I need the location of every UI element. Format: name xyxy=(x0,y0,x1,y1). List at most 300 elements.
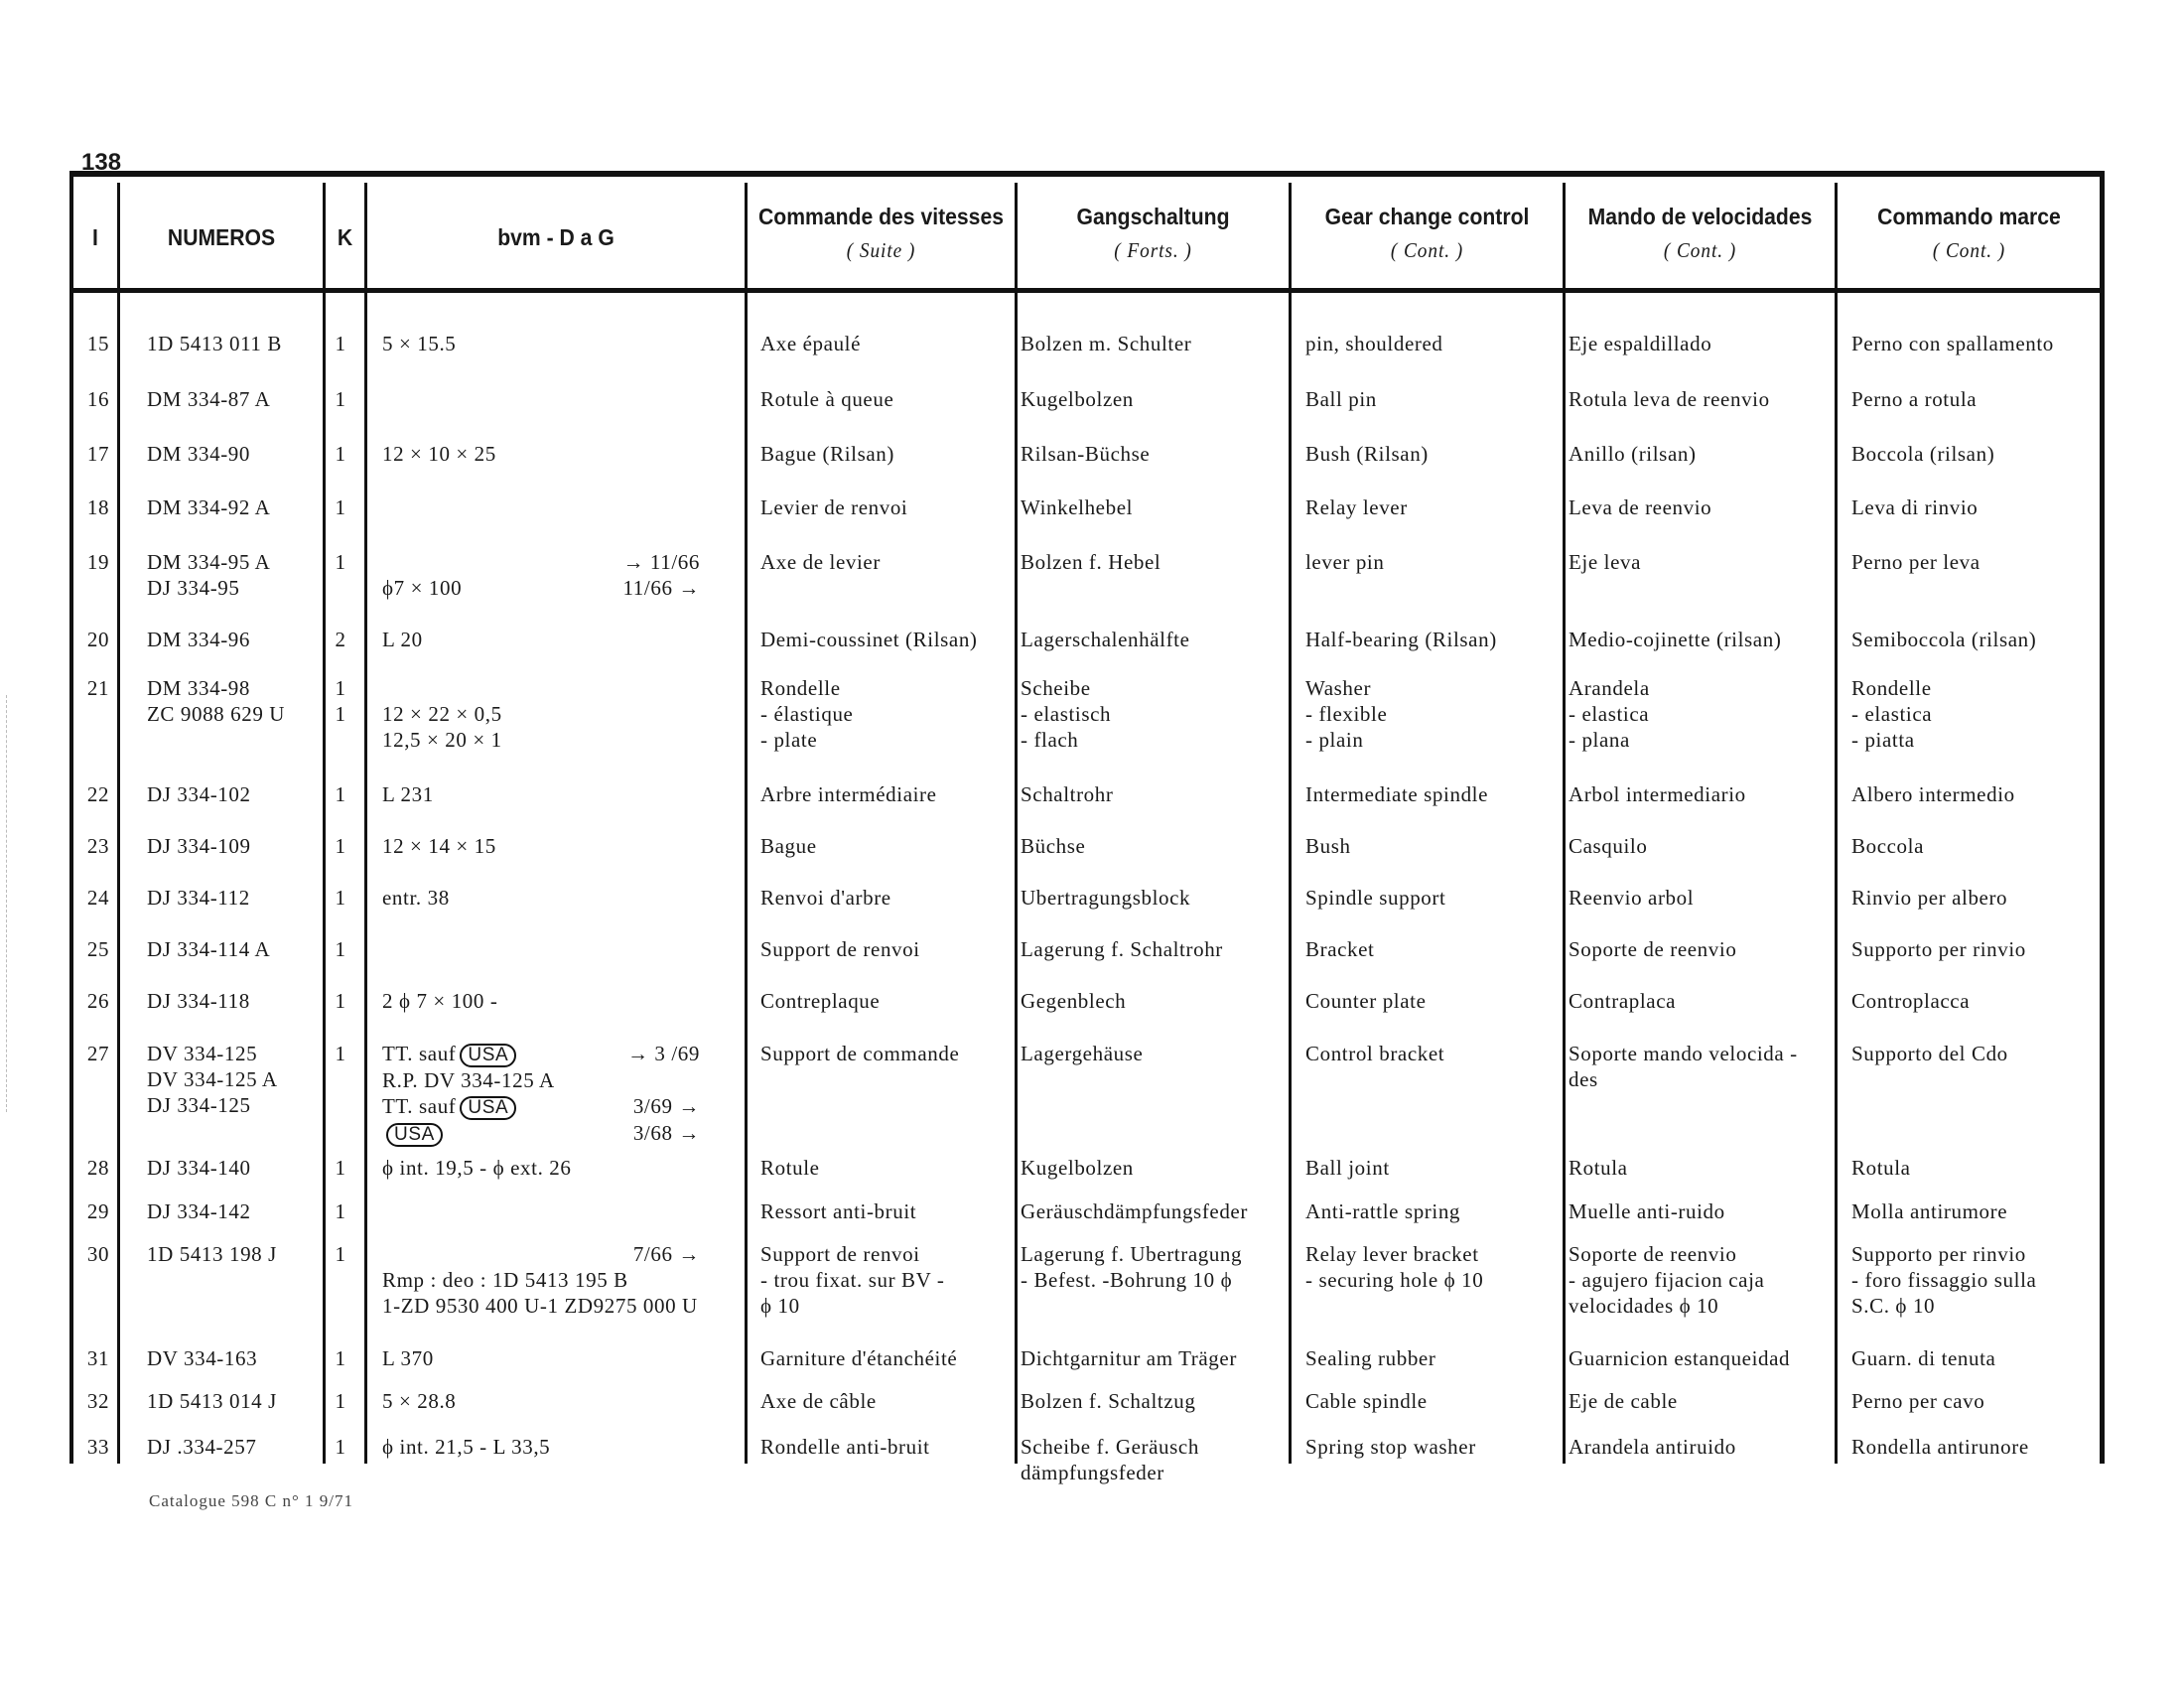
part-number: 1D 5413 198 J xyxy=(147,1242,277,1266)
designation-italian-cell xyxy=(1851,1345,1995,1371)
bvm-text: L 370 xyxy=(382,1346,434,1370)
designation-german: Scheibe xyxy=(1021,676,1091,700)
quantity-cell xyxy=(331,1155,350,1181)
scan-margin-marks xyxy=(6,695,11,1112)
bvm-cell xyxy=(382,675,700,753)
designation-german-cell xyxy=(1021,386,1134,412)
item-index: 15 xyxy=(86,332,110,355)
designation-spanish-cell xyxy=(1569,1388,1678,1414)
designation-german: dämpfungsfeder xyxy=(1021,1461,1164,1484)
designation-german-cell xyxy=(1021,885,1190,911)
bvm-line xyxy=(382,1388,700,1414)
designation-english: Intermediate spindle xyxy=(1305,782,1489,806)
designation-french-cell xyxy=(760,1198,916,1224)
designation-french: Rotule à queue xyxy=(760,387,894,411)
designation-spanish: Arandela xyxy=(1569,676,1650,700)
designation-italian: Rondella antirunore xyxy=(1851,1435,2029,1459)
bvm-line xyxy=(382,331,700,356)
designation-english-cell xyxy=(1305,1198,1460,1224)
designation-spanish-cell xyxy=(1569,386,1770,412)
part-number: DV 334-125 xyxy=(147,1042,258,1065)
bvm-date-note: 7/66 → xyxy=(632,1242,700,1266)
part-number: DJ 334-125 xyxy=(147,1093,251,1117)
part-number: DJ 334-112 xyxy=(147,886,250,910)
bvm-text: Rmp : deo : 1D 5413 195 B xyxy=(382,1268,628,1292)
designation-italian-cell xyxy=(1851,833,1924,859)
designation-spanish-cell xyxy=(1569,885,1694,911)
designation-english: Ball joint xyxy=(1305,1156,1390,1180)
quantity: 2 xyxy=(335,628,346,651)
bvm-line xyxy=(382,441,700,467)
designation-english-cell xyxy=(1305,833,1351,859)
quantity-cell xyxy=(331,833,350,859)
part-number-cell xyxy=(147,494,270,520)
header-french-title: Commande des vitesses xyxy=(758,204,1004,229)
designation-french-cell xyxy=(760,441,894,467)
designation-german-cell xyxy=(1021,781,1113,807)
designation-spanish-cell xyxy=(1569,936,1736,962)
designation-italian: Boccola (rilsan) xyxy=(1851,442,1995,466)
designation-french: Support de commande xyxy=(760,1042,960,1065)
designation-spanish-cell xyxy=(1569,1241,1764,1319)
designation-french-cell xyxy=(760,1241,944,1319)
header-german-sub: ( Forts. ) xyxy=(1114,238,1192,262)
designation-italian-cell xyxy=(1851,988,1970,1014)
quantity: 1 xyxy=(335,1346,346,1370)
designation-spanish-cell xyxy=(1569,1155,1628,1181)
quantity-cell xyxy=(331,885,350,911)
designation-german-cell xyxy=(1021,1241,1242,1293)
bvm-date-note: → 3 /69 xyxy=(626,1042,700,1065)
header-german-title: Gangschaltung xyxy=(1076,204,1230,229)
quantity: 1 xyxy=(335,1199,346,1223)
part-number: DV 334-163 xyxy=(147,1346,258,1370)
item-index: 17 xyxy=(86,442,110,466)
designation-spanish: Anillo (rilsan) xyxy=(1569,442,1697,466)
quantity: 1 xyxy=(335,387,346,411)
designation-english: - securing hole ϕ 10 xyxy=(1305,1268,1484,1292)
bvm-text: 12 × 10 × 25 xyxy=(382,442,496,466)
item-index: 21 xyxy=(86,676,110,700)
designation-german: Bolzen f. Schaltzug xyxy=(1021,1389,1196,1413)
quantity-cell xyxy=(331,781,350,807)
item-index: 26 xyxy=(86,989,110,1013)
designation-french: Axe de câble xyxy=(760,1389,877,1413)
designation-italian-cell xyxy=(1851,675,1932,753)
designation-french: Support de renvoi xyxy=(760,1242,920,1266)
bvm-text: ϕ int. 19,5 - ϕ ext. 26 xyxy=(382,1156,572,1180)
designation-spanish: - plana xyxy=(1569,728,1630,752)
part-number: DM 334-92 A xyxy=(147,495,271,519)
designation-french: Arbre intermédiaire xyxy=(760,782,937,806)
designation-spanish: Arandela antiruido xyxy=(1569,1435,1736,1459)
bvm-cell xyxy=(382,441,700,467)
bvm-text: 5 × 28.8 xyxy=(382,1389,457,1413)
quantity: 1 xyxy=(335,989,346,1013)
bvm-line xyxy=(382,1155,700,1181)
designation-german-cell xyxy=(1021,675,1111,753)
designation-italian-cell xyxy=(1851,936,2026,962)
bvm-text: R.P. DV 334-125 A xyxy=(382,1068,555,1092)
header-bvm: bvm - D a G xyxy=(497,224,614,250)
bvm-text: 2 ϕ 7 × 100 - xyxy=(382,989,498,1013)
designation-spanish-cell xyxy=(1569,549,1641,575)
bvm-text: TT. sauf xyxy=(382,1094,457,1118)
designation-italian-cell xyxy=(1851,494,1978,520)
designation-english: Relay lever xyxy=(1305,495,1408,519)
usa-stamp: USA xyxy=(460,1096,516,1120)
designation-spanish: velocidades ϕ 10 xyxy=(1569,1294,1719,1318)
designation-english: Half-bearing (Rilsan) xyxy=(1305,628,1497,651)
designation-english: Anti-rattle spring xyxy=(1305,1199,1461,1223)
designation-english-cell xyxy=(1305,675,1387,753)
designation-english-cell xyxy=(1305,885,1445,911)
designation-spanish: Eje de cable xyxy=(1569,1389,1678,1413)
item-index: 25 xyxy=(86,937,110,961)
part-number: DV 334-125 A xyxy=(147,1067,278,1091)
designation-french: Rotule xyxy=(760,1156,820,1180)
designation-italian: S.C. ϕ 10 xyxy=(1851,1294,1936,1318)
designation-french-cell xyxy=(760,833,817,859)
quantity-cell xyxy=(331,1041,350,1066)
quantity-cell xyxy=(331,1388,350,1414)
designation-spanish: Leva de reenvio xyxy=(1569,495,1712,519)
bvm-line xyxy=(382,1041,700,1067)
designation-english-cell xyxy=(1305,1434,1476,1460)
designation-english-cell xyxy=(1305,936,1375,962)
designation-spanish: Rotula xyxy=(1569,1156,1628,1180)
designation-french-cell xyxy=(760,386,893,412)
quantity: 1 xyxy=(335,1389,346,1413)
header-english-sub: ( Cont. ) xyxy=(1390,238,1464,262)
designation-english: pin, shouldered xyxy=(1305,332,1443,355)
designation-german-cell xyxy=(1021,1434,1199,1485)
designation-spanish: Guarnicion estanqueidad xyxy=(1569,1346,1791,1370)
bvm-line xyxy=(382,1241,700,1267)
designation-spanish-cell xyxy=(1569,781,1746,807)
item-index: 20 xyxy=(86,628,110,651)
designation-german-cell xyxy=(1021,441,1150,467)
designation-english-cell xyxy=(1305,1345,1435,1371)
item-index: 19 xyxy=(86,550,110,574)
part-number-cell xyxy=(147,1198,251,1224)
quantity-cell xyxy=(331,441,350,467)
designation-italian: Rondelle xyxy=(1851,676,1932,700)
bvm-cell xyxy=(382,1388,700,1414)
designation-spanish-cell xyxy=(1569,675,1650,753)
designation-german: Dichtgarnitur am Träger xyxy=(1021,1346,1237,1370)
designation-spanish-cell xyxy=(1569,331,1711,356)
designation-german-cell xyxy=(1021,1041,1143,1066)
bvm-line xyxy=(382,1267,700,1293)
bvm-line xyxy=(382,494,700,520)
bvm-text: TT. sauf xyxy=(382,1042,457,1065)
part-number-cell xyxy=(147,885,250,911)
designation-spanish-cell xyxy=(1569,494,1711,520)
designation-french: Bague xyxy=(760,834,817,858)
designation-german-cell xyxy=(1021,936,1223,962)
quantity: 1 xyxy=(335,782,346,806)
designation-german-cell xyxy=(1021,549,1160,575)
designation-german: Rilsan-Büchse xyxy=(1021,442,1151,466)
bvm-text: L 20 xyxy=(382,628,423,651)
usa-stamp: USA xyxy=(386,1123,443,1147)
designation-german: Gegenblech xyxy=(1021,989,1127,1013)
designation-italian-cell xyxy=(1851,1388,1984,1414)
designation-italian: - foro fissaggio sulla xyxy=(1851,1268,2037,1292)
designation-german: Scheibe f. Geräusch xyxy=(1021,1435,1199,1459)
designation-german: Ubertragungsblock xyxy=(1021,886,1191,910)
designation-spanish: Rotula leva de reenvio xyxy=(1569,387,1770,411)
designation-italian: Albero intermedio xyxy=(1851,782,2015,806)
designation-french: Garniture d'étanchéité xyxy=(760,1346,958,1370)
designation-english: lever pin xyxy=(1305,550,1385,574)
bvm-cell xyxy=(382,386,700,412)
bvm-cell xyxy=(382,781,700,807)
designation-italian: Perno per leva xyxy=(1851,550,1980,574)
bvm-cell xyxy=(382,885,700,911)
part-number-cell xyxy=(147,386,270,412)
designation-spanish: Soporte mando velocida - xyxy=(1569,1042,1798,1065)
bvm-line xyxy=(382,549,700,575)
designation-english-cell xyxy=(1305,331,1442,356)
item-index: 32 xyxy=(86,1389,110,1413)
designation-spanish: Casquilo xyxy=(1569,834,1648,858)
header-index: I xyxy=(92,224,98,250)
item-index: 16 xyxy=(86,387,110,411)
part-number-cell xyxy=(147,1041,278,1118)
designation-english: - plain xyxy=(1305,728,1364,752)
designation-french-cell xyxy=(760,1388,877,1414)
designation-french: Ressort anti-bruit xyxy=(760,1199,917,1223)
designation-french-cell xyxy=(760,331,861,356)
bvm-cell xyxy=(382,1198,700,1224)
bvm-line xyxy=(382,988,700,1014)
bvm-text: L 231 xyxy=(382,782,434,806)
bvm-date-note: 3/68 → xyxy=(632,1121,700,1145)
designation-german: - elastisch xyxy=(1021,702,1112,726)
part-number-cell xyxy=(147,1345,257,1371)
bvm-line xyxy=(382,833,700,859)
designation-italian: Leva di rinvio xyxy=(1851,495,1979,519)
bvm-line xyxy=(382,936,700,962)
bvm-cell xyxy=(382,331,700,356)
designation-spanish-cell xyxy=(1569,988,1676,1014)
bvm-text: 1-ZD 9530 400 U-1 ZD9275 000 U xyxy=(382,1294,698,1318)
bvm-cell xyxy=(382,1155,700,1181)
header-italian-sub: ( Cont. ) xyxy=(1932,238,2006,262)
part-number-cell xyxy=(147,833,251,859)
quantity-cell xyxy=(331,1345,350,1371)
designation-italian: Perno per cavo xyxy=(1851,1389,1985,1413)
usa-stamp: USA xyxy=(460,1044,516,1067)
quantity-cell xyxy=(331,494,350,520)
designation-english: - flexible xyxy=(1305,702,1388,726)
designation-english-cell xyxy=(1305,1041,1444,1066)
item-index: 31 xyxy=(86,1346,110,1370)
designation-german: - flach xyxy=(1021,728,1079,752)
designation-german-cell xyxy=(1021,494,1133,520)
quantity: 1 xyxy=(335,1435,346,1459)
designation-spanish: Eje leva xyxy=(1569,550,1642,574)
designation-french: ϕ 10 xyxy=(760,1294,800,1318)
designation-english-cell xyxy=(1305,1155,1390,1181)
designation-german: Kugelbolzen xyxy=(1021,1156,1134,1180)
designation-german-cell xyxy=(1021,1345,1237,1371)
item-index: 18 xyxy=(86,495,110,519)
page-number: 138 xyxy=(81,149,122,176)
designation-italian-cell xyxy=(1851,1198,2007,1224)
designation-spanish: Contraplaca xyxy=(1569,989,1677,1013)
bvm-cell xyxy=(382,833,700,859)
designation-italian: Semiboccola (rilsan) xyxy=(1851,628,2037,651)
bvm-cell xyxy=(382,494,700,520)
designation-italian-cell xyxy=(1851,549,1980,575)
designation-french: Axe de levier xyxy=(760,550,881,574)
item-index: 29 xyxy=(86,1199,110,1223)
designation-german: Bolzen f. Hebel xyxy=(1021,550,1161,574)
designation-german-cell xyxy=(1021,988,1126,1014)
bvm-date-note: → 11/66 xyxy=(622,550,700,574)
designation-english-cell xyxy=(1305,781,1488,807)
designation-english: Washer xyxy=(1305,676,1372,700)
bvm-line xyxy=(382,1120,700,1147)
bvm-cell xyxy=(382,1041,700,1147)
header-spanish-sub: ( Cont. ) xyxy=(1663,238,1737,262)
designation-french-cell xyxy=(760,675,853,753)
part-number-cell xyxy=(147,1388,277,1414)
quantity-cell xyxy=(331,936,350,962)
quantity-cell xyxy=(331,386,350,412)
quantity: 1 xyxy=(335,834,346,858)
bvm-text: 5 × 15.5 xyxy=(382,332,457,355)
item-index: 27 xyxy=(86,1042,110,1065)
part-number: DM 334-96 xyxy=(147,628,250,651)
bvm-text: 12,5 × 20 × 1 xyxy=(382,728,502,752)
designation-italian-cell xyxy=(1851,386,1977,412)
designation-french: - plate xyxy=(760,728,818,752)
bvm-line xyxy=(382,781,700,807)
designation-french: Rondelle xyxy=(760,676,841,700)
part-number-cell xyxy=(147,1241,277,1267)
designation-french: Contreplaque xyxy=(760,989,881,1013)
designation-french: Axe épaulé xyxy=(760,332,862,355)
header-english-title: Gear change control xyxy=(1324,204,1530,229)
bvm-line xyxy=(382,1293,700,1319)
designation-italian-cell xyxy=(1851,1155,1911,1181)
designation-italian: Perno a rotula xyxy=(1851,387,1978,411)
designation-german: Geräuschdämpfungsfeder xyxy=(1021,1199,1248,1223)
designation-french-cell xyxy=(760,627,978,652)
bvm-cell xyxy=(382,627,700,652)
designation-english: Bracket xyxy=(1305,937,1375,961)
designation-spanish: des xyxy=(1569,1067,1598,1091)
part-number: 1D 5413 014 J xyxy=(147,1389,277,1413)
designation-french-cell xyxy=(760,1434,930,1460)
bvm-date-note: 3/69 → xyxy=(632,1094,700,1118)
designation-english: Ball pin xyxy=(1305,387,1377,411)
designation-german: Lagergehäuse xyxy=(1021,1042,1144,1065)
part-number: DM 334-90 xyxy=(147,442,250,466)
designation-german: Lagerung f. Schaltrohr xyxy=(1021,937,1223,961)
designation-spanish: - elastica xyxy=(1569,702,1650,726)
designation-spanish-cell xyxy=(1569,1198,1725,1224)
bvm-cell xyxy=(382,1434,700,1460)
designation-german-cell xyxy=(1021,1388,1195,1414)
part-number: DM 334-87 A xyxy=(147,387,271,411)
designation-english-cell xyxy=(1305,549,1384,575)
part-number: DJ .334-257 xyxy=(147,1435,257,1459)
part-number-cell xyxy=(147,1434,256,1460)
designation-italian: Molla antirumore xyxy=(1851,1199,2008,1223)
designation-german-cell xyxy=(1021,627,1190,652)
quantity: 1 xyxy=(335,442,346,466)
bvm-line xyxy=(382,386,700,412)
designation-spanish: Soporte de reenvio xyxy=(1569,1242,1737,1266)
quantity-cell xyxy=(331,1241,350,1267)
part-number: DM 334-95 A xyxy=(147,550,271,574)
bvm-line xyxy=(382,885,700,911)
designation-german: Lagerung f. Ubertragung xyxy=(1021,1242,1243,1266)
bvm-text: 12 × 22 × 0,5 xyxy=(382,702,502,726)
designation-german: Büchse xyxy=(1021,834,1086,858)
designation-english: Control bracket xyxy=(1305,1042,1445,1065)
designation-english-cell xyxy=(1305,988,1427,1014)
bvm-text: ϕ7 × 100 xyxy=(382,576,463,600)
designation-spanish: Eje espaldillado xyxy=(1569,332,1712,355)
designation-french-cell xyxy=(760,781,937,807)
part-number-cell xyxy=(147,675,285,727)
designation-english: Cable spindle xyxy=(1305,1389,1428,1413)
designation-french: Renvoi d'arbre xyxy=(760,886,891,910)
quantity: 1 xyxy=(335,495,346,519)
designation-english-cell xyxy=(1305,1241,1483,1293)
designation-french: - trou fixat. sur BV - xyxy=(760,1268,945,1292)
part-number: DJ 334-142 xyxy=(147,1199,251,1223)
quantity: 1 xyxy=(335,937,346,961)
quantity: 1 xyxy=(335,886,346,910)
designation-english-cell xyxy=(1305,1388,1428,1414)
designation-french-cell xyxy=(760,885,891,911)
designation-spanish: Muelle anti-ruido xyxy=(1569,1199,1725,1223)
designation-english-cell xyxy=(1305,627,1497,652)
part-number-cell xyxy=(147,331,282,356)
part-number: 1D 5413 011 B xyxy=(147,332,282,355)
quantity: 1 xyxy=(335,702,346,726)
designation-french: Bague (Rilsan) xyxy=(760,442,894,466)
bvm-cell xyxy=(382,549,700,601)
designation-english: Bush xyxy=(1305,834,1351,858)
item-index: 30 xyxy=(86,1242,110,1266)
designation-italian-cell xyxy=(1851,627,2036,652)
quantity: 1 xyxy=(335,1242,346,1266)
designation-english: Counter plate xyxy=(1305,989,1427,1013)
designation-spanish-cell xyxy=(1569,1345,1790,1371)
part-number-cell xyxy=(147,627,250,652)
designation-italian-cell xyxy=(1851,1434,2029,1460)
quantity-cell xyxy=(331,1434,350,1460)
designation-spanish: - agujero fijacion caja xyxy=(1569,1268,1765,1292)
designation-french-cell xyxy=(760,1041,959,1066)
part-number-cell xyxy=(147,1155,251,1181)
catalogue-footer: Catalogue 598 C n° 1 9/71 xyxy=(149,1491,354,1510)
designation-english: Relay lever bracket xyxy=(1305,1242,1479,1266)
bvm-cell xyxy=(382,1345,700,1371)
designation-italian: Rotula xyxy=(1851,1156,1911,1180)
designation-italian: - elastica xyxy=(1851,702,1933,726)
designation-english-cell xyxy=(1305,386,1377,412)
bvm-cell xyxy=(382,1241,700,1319)
